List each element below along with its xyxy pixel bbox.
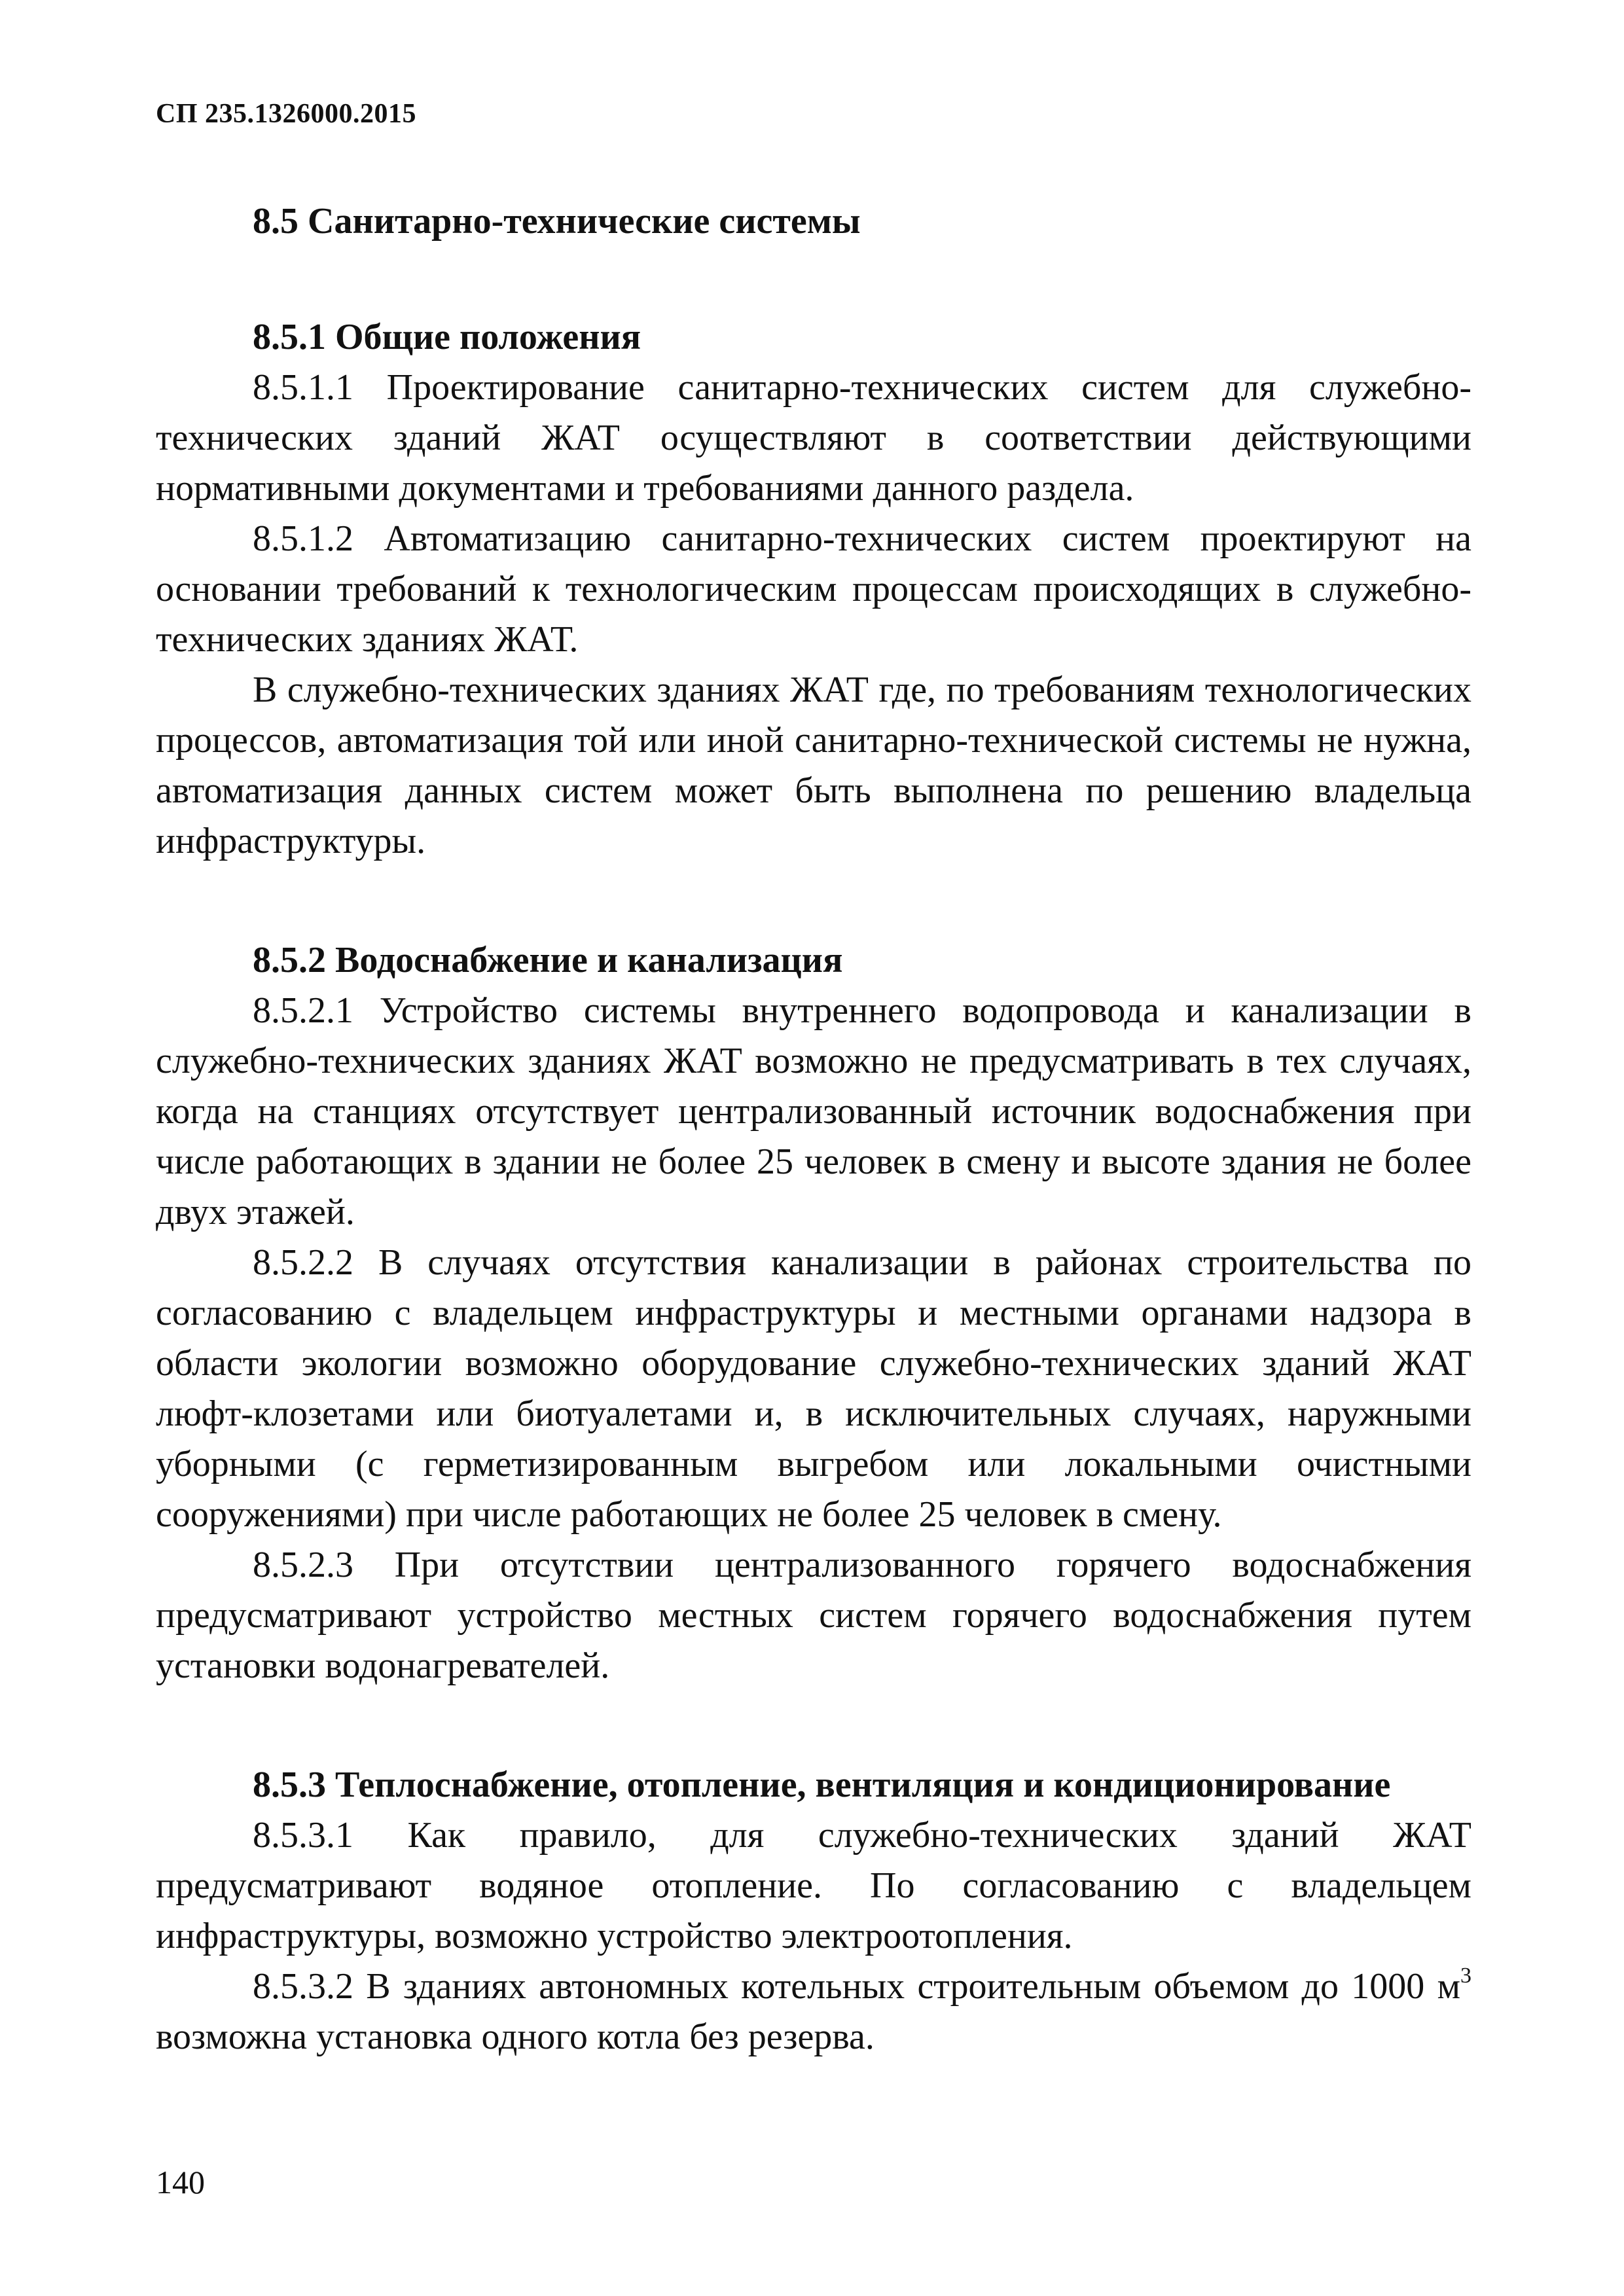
superscript-cubic: 3 <box>1460 1964 1471 1988</box>
paragraph-8-5-1-2: 8.5.1.2 Автоматизацию санитарно-технических систем проектируют на основании требований к технологическим процессам происходящих в служебно-технических зданиях ЖАТ. <box>156 518 1471 660</box>
spacer <box>156 867 1471 935</box>
section-title-8-5-3: 8.5.3 Теплоснабжение, отопление, вентиляция и кондиционирование <box>253 1765 1391 1805</box>
section-title-8-5: 8.5 Санитарно-технические системы <box>253 201 861 242</box>
paragraph-8-5-3-2-text: 8.5.3.2 В зданиях автономных котельных строительным объемом до 1000 м <box>253 1966 1460 2007</box>
paragraph-8-5-2-3: 8.5.2.3 При отсутствии централизованного горячего водоснабжения предусматривают устройство местных систем горячего водоснабжения путем установки водонагревателей. <box>156 1545 1471 1686</box>
paragraph-8-5-3-1: 8.5.3.1 Как правило, для служебно-технических зданий ЖАТ предусматривают водяное отопление. По согласованию с владельцем инфраструктуры, возможно устройство электроотопления. <box>156 1815 1471 1956</box>
spacer <box>156 247 1471 312</box>
document-code-header: СП 235.1326000.2015 <box>156 99 416 129</box>
spacer <box>156 1691 1471 1760</box>
paragraph-8-5-1-1: 8.5.1.1 Проектирование санитарно-технических систем для служебно-технических зданий ЖАТ осуществляют в соответствии действующими нормативными документами и требованиями данного раздела. <box>156 367 1471 509</box>
paragraph-8-5-3-2 <box>156 1962 1471 2062</box>
page-content <box>156 196 1471 2062</box>
paragraph-8-5-3-2-text-end: возможна установка одного котла без резерва. <box>156 2017 875 2057</box>
section-title-8-5-2: 8.5.2 Водоснабжение и канализация <box>253 940 843 980</box>
page-number: 140 <box>156 2164 205 2200</box>
section-title-8-5-1: 8.5.1 Общие положения <box>253 317 641 357</box>
paragraph-8-5-1-note: В служебно-технических зданиях ЖАТ где, по требованиям технологических процессов, автоматизация той или иной санитарно-технической системы не нужна, автоматизация данных систем может быть выполнена по решению владельца инфраструктуры. <box>156 670 1471 861</box>
paragraph-8-5-2-1: 8.5.2.1 Устройство системы внутреннего водопровода и канализации в служебно-технических зданиях ЖАТ возможно не предусматривать в тех случаях, когда на станциях отсутствует централизованный источник водоснабжения при числе работающих в здании не более 25 человек в смену и высоте здания не более двух этажей. <box>156 990 1471 1232</box>
paragraph-8-5-2-2: 8.5.2.2 В случаях отсутствия канализации в районах строительства по согласованию с владельцем инфраструктуры и местными органами надзора в области экологии возможно оборудование служебно-технических зданий ЖАТ люфт-клозетами или биотуалетами и, в исключительных случаях, наружными уборными (с герметизированным выгребом или локальными очистными сооружениями) при числе работающих не более 25 человек в смену. <box>156 1242 1471 1535</box>
